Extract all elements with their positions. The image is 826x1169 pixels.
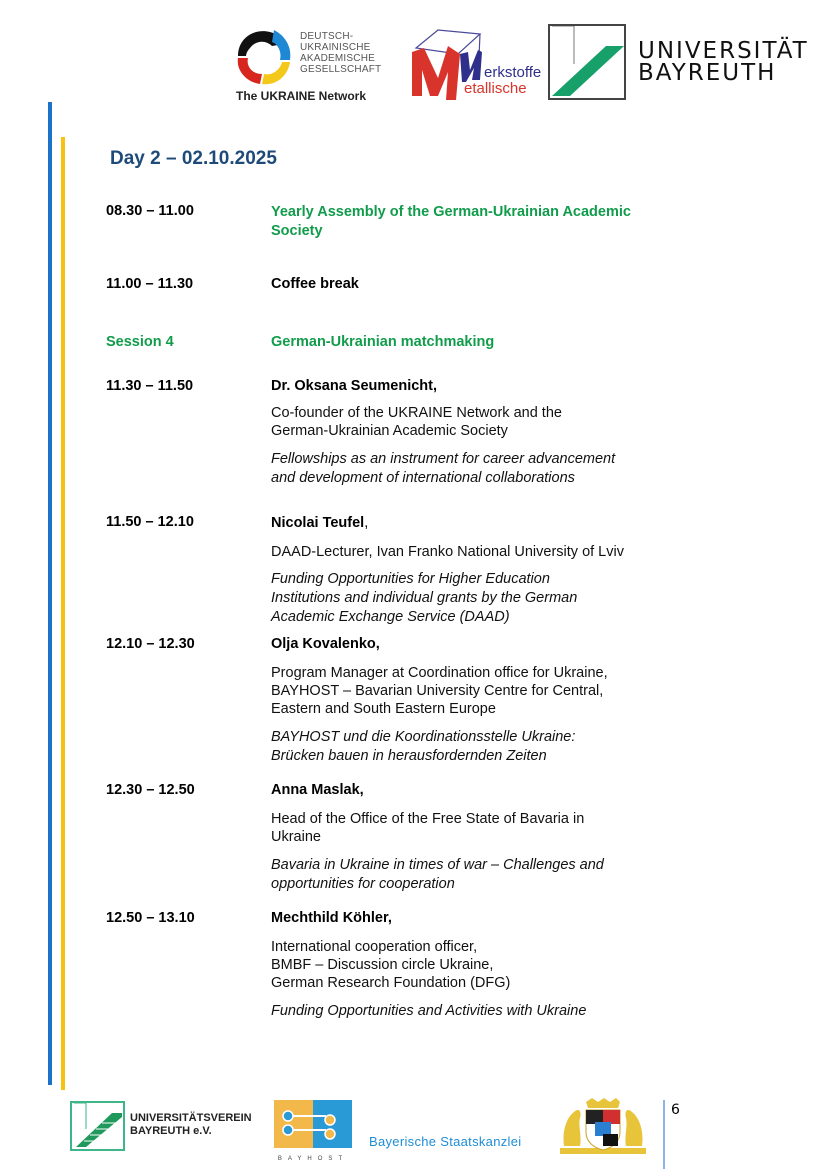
schedule-time: 11.00 – 11.30 (106, 276, 194, 292)
talk-topic: BAYHOST und die Koordinationsstelle Ukraine: Brücken bauen in herausfordernden Zeiten (271, 729, 576, 764)
ub-line2: BAYREUTH (638, 60, 777, 86)
mw-logo-line1: erkstoffe (484, 64, 542, 81)
speaker-role-line: International cooperation officer, (271, 939, 478, 955)
talk-topic: Funding Opportunities and Activities with Ukraine (271, 1003, 587, 1019)
bayreuth-stripe-icon (550, 26, 624, 98)
blue-side-bar (48, 102, 52, 1085)
dua-text-line: GESELLSCHAFT (300, 64, 382, 75)
uv-line1: UNIVERSITÄTSVEREIN (130, 1112, 252, 1124)
yellow-side-bar (61, 137, 65, 1090)
talk-topic: Bavaria in Ukraine in times of war – Challenges and opportunities for cooperation (271, 857, 604, 892)
speaker-role-line: BMBF – Discussion circle Ukraine, (271, 957, 494, 973)
bayerische-staatskanzlei-label: Bayerische Staatskanzlei (369, 1134, 522, 1149)
dua-ring-logo-icon (232, 26, 294, 88)
speaker-role: Co-founder of the UKRAINE Network and the German-Ukrainian Academic Society (271, 405, 562, 439)
speaker-role: DAAD-Lecturer, Ivan Franko National University of Lviv (271, 544, 624, 560)
schedule-time: 11.50 – 12.10 (106, 514, 194, 530)
speaker-role (271, 938, 651, 992)
page-number: 6 (671, 1102, 680, 1118)
universitaetsverein-logo-mark (70, 1101, 125, 1151)
schedule-time: 12.10 – 12.30 (106, 636, 195, 652)
ub-line1: UNIVERSITÄT (638, 38, 809, 64)
bavarian-coat-of-arms-icon (558, 1096, 648, 1156)
speaker-name: Mechthild Köhler, (271, 910, 392, 926)
talk-topic: Funding Opportunities for Higher Education Institutions and individual grants by the German Academic Exchange Service (DAAD) (271, 571, 578, 625)
speaker-name: Olja Kovalenko, (271, 636, 380, 652)
speaker-name: Nicolai Teufel (271, 515, 365, 531)
speaker-name: Anna Maslak, (271, 782, 364, 798)
speaker-name-group (271, 514, 651, 532)
dua-text-line: DEUTSCH- (300, 31, 354, 42)
dua-text-line: UKRAINISCHE (300, 42, 371, 53)
speaker-name: Dr. Oksana Seumenicht, (271, 378, 438, 394)
university-bayreuth-logo-mark (548, 24, 626, 100)
speaker-name-suffix: , (364, 515, 369, 531)
page-title: Day 2 – 02.10.2025 (110, 148, 277, 169)
dua-logo-text (300, 31, 381, 75)
schedule-title: Coffee break (271, 276, 359, 292)
page-number-divider (663, 1100, 665, 1169)
schedule-title: Yearly Assembly of the German-Ukrainian Academic Society (271, 204, 631, 239)
schedule-time: 12.50 – 13.10 (106, 910, 195, 926)
universitaetsverein-label (130, 1112, 252, 1138)
talk-topic: Fellowships as an instrument for career advancement and development of international collaborations (271, 451, 616, 486)
schedule-time: 12.30 – 12.50 (106, 782, 195, 798)
mw-logo-line2: etallische (464, 80, 527, 97)
speaker-role-line: German Research Foundation (DFG) (271, 975, 511, 991)
session-label: Session 4 (106, 334, 174, 350)
bayhost-label: BAYHOST (277, 1156, 349, 1162)
uv-line2: BAYREUTH e.V. (130, 1125, 212, 1137)
schedule-time: 11.30 – 11.50 (106, 378, 194, 394)
ukraine-network-label: The UKRAINE Network (236, 89, 367, 103)
speaker-role: Head of the Office of the Free State of Bavaria in Ukraine (271, 811, 585, 845)
schedule-time: 08.30 – 11.00 (106, 203, 194, 219)
bayhost-logo-icon (274, 1100, 352, 1156)
university-bayreuth-wordmark (638, 40, 809, 84)
universitaetsverein-stairs-icon (72, 1103, 123, 1149)
dua-text-line: AKADEMISCHE (300, 53, 375, 64)
speaker-role: Program Manager at Coordination office for Ukraine, BAYHOST – Bavarian University Centre for Central, Eastern and South Eastern Europe (271, 665, 608, 717)
session-title: German-Ukrainian matchmaking (271, 334, 495, 350)
